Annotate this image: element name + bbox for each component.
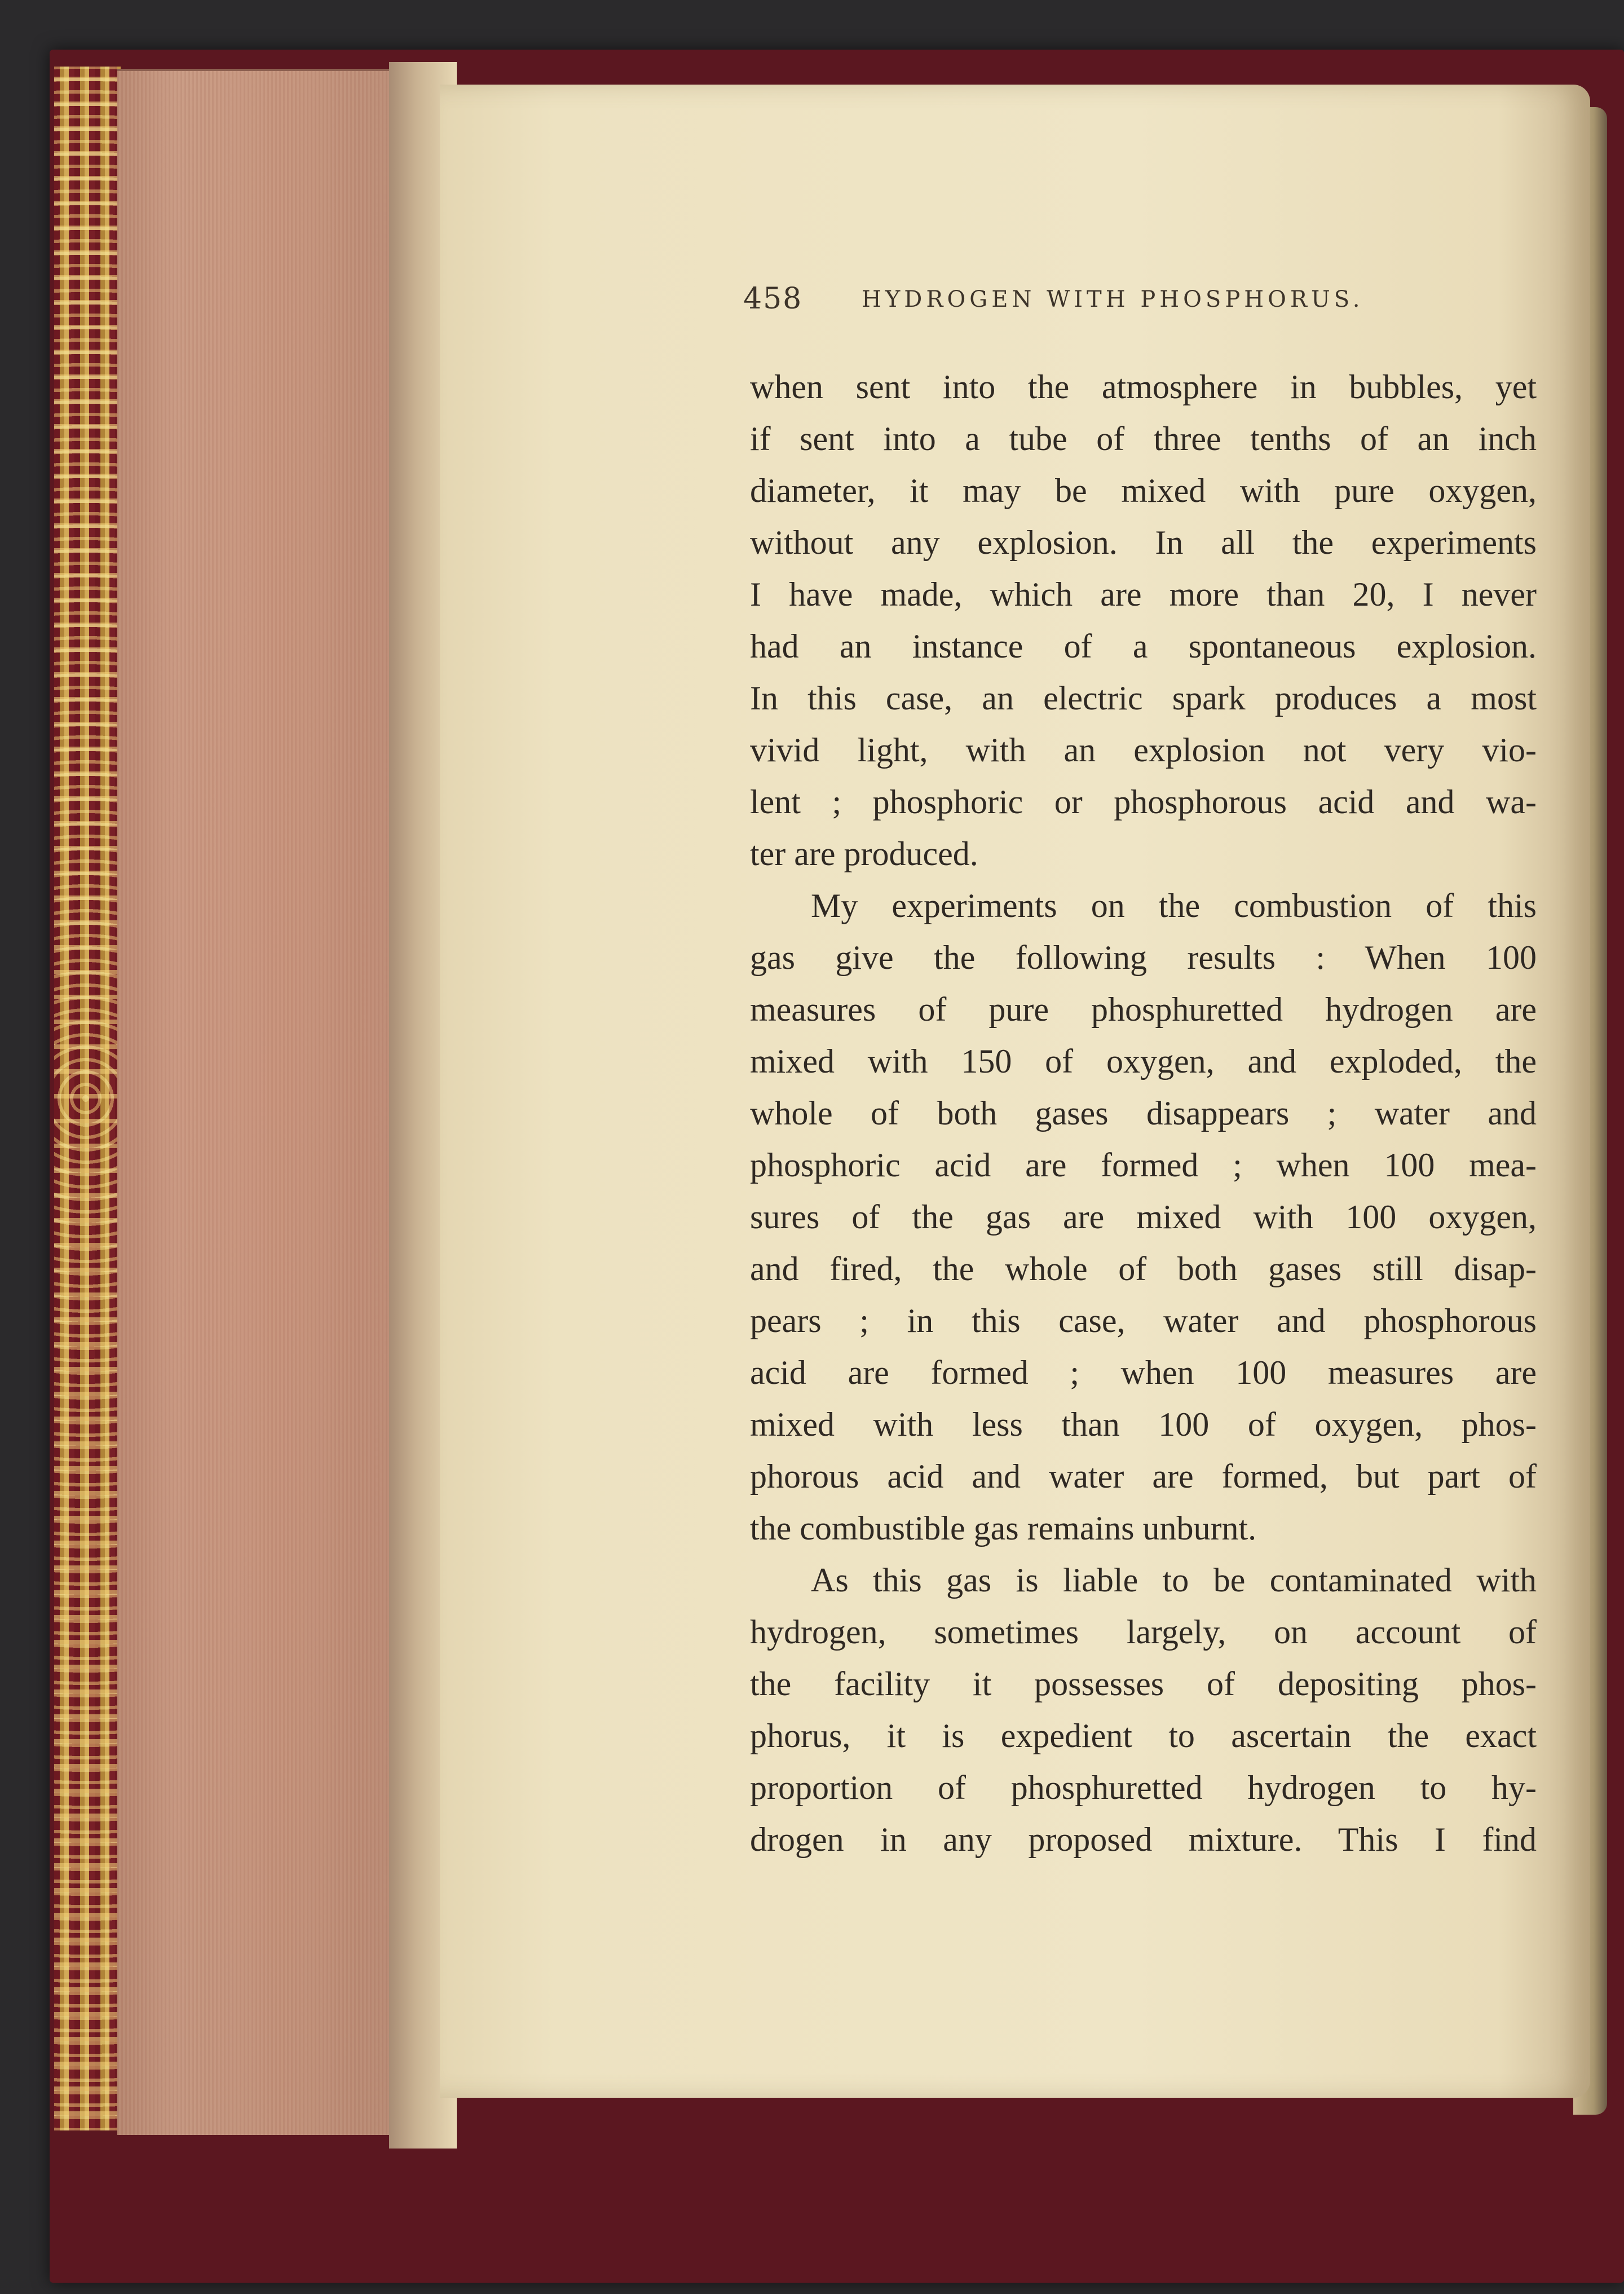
text-line: mixed with less than 100 of oxygen, phos- xyxy=(750,1406,1537,1443)
text-line: acid are formed ; when 100 measures are xyxy=(750,1354,1537,1391)
text-line: without any explosion. In all the experiments xyxy=(750,524,1537,561)
text-line: the facility it possesses of depositing phos- xyxy=(750,1665,1537,1702)
text-line: ter are produced. xyxy=(750,835,978,872)
page-header xyxy=(743,282,1442,327)
text-line: gas give the following results : When 100 xyxy=(750,939,1537,976)
text-line: lent ; phosphoric or phosphorous acid and wa- xyxy=(750,783,1537,820)
page-block-edge xyxy=(117,69,416,2135)
text-line: In this case, an electric spark produces a most xyxy=(750,680,1537,717)
text-line: when sent into the atmosphere in bubbles, yet xyxy=(750,368,1537,405)
text-line: As this gas is liable to be contaminated with xyxy=(811,1561,1537,1599)
text-line: measures of pure phosphuretted hydrogen are xyxy=(750,991,1537,1028)
text-line: My experiments on the combustion of this xyxy=(811,887,1537,924)
text-line: sures of the gas are mixed with 100 oxygen, xyxy=(750,1198,1537,1236)
text-line: whole of both gases disappears ; water and xyxy=(750,1095,1537,1132)
running-head: HYDROGEN WITH PHOSPHORUS. xyxy=(862,286,1364,312)
text-line: diameter, it may be mixed with pure oxygen, xyxy=(750,472,1537,509)
text-line: and fired, the whole of both gases still disap- xyxy=(750,1250,1537,1287)
text-line: vivid light, with an explosion not very vio- xyxy=(750,731,1537,769)
text-line: proportion of phosphuretted hydrogen to hy- xyxy=(750,1769,1537,1806)
text-line: phorous acid and water are formed, but part of xyxy=(750,1458,1537,1495)
page-number: 458 xyxy=(743,282,803,316)
text-line: the combustible gas remains unburnt. xyxy=(750,1510,1257,1547)
text-line: I have made, which are more than 20, I never xyxy=(750,576,1537,613)
text-line: mixed with 150 of oxygen, and exploded, the xyxy=(750,1043,1537,1080)
text-line: pears ; in this case, water and phosphorous xyxy=(750,1302,1537,1339)
text-line: phosphoric acid are formed ; when 100 mea- xyxy=(750,1146,1537,1184)
text-line: drogen in any proposed mixture. This I find xyxy=(750,1821,1537,1858)
gilt-border-decoration xyxy=(54,67,121,2130)
text-line: phorus, it is expedient to ascertain the exact xyxy=(750,1717,1537,1754)
text-line: hydrogen, sometimes largely, on account of xyxy=(750,1613,1537,1651)
text-line: had an instance of a spontaneous explosion. xyxy=(750,628,1537,665)
body-text xyxy=(750,361,1537,1865)
text-line: if sent into a tube of three tenths of an inch xyxy=(750,420,1537,457)
